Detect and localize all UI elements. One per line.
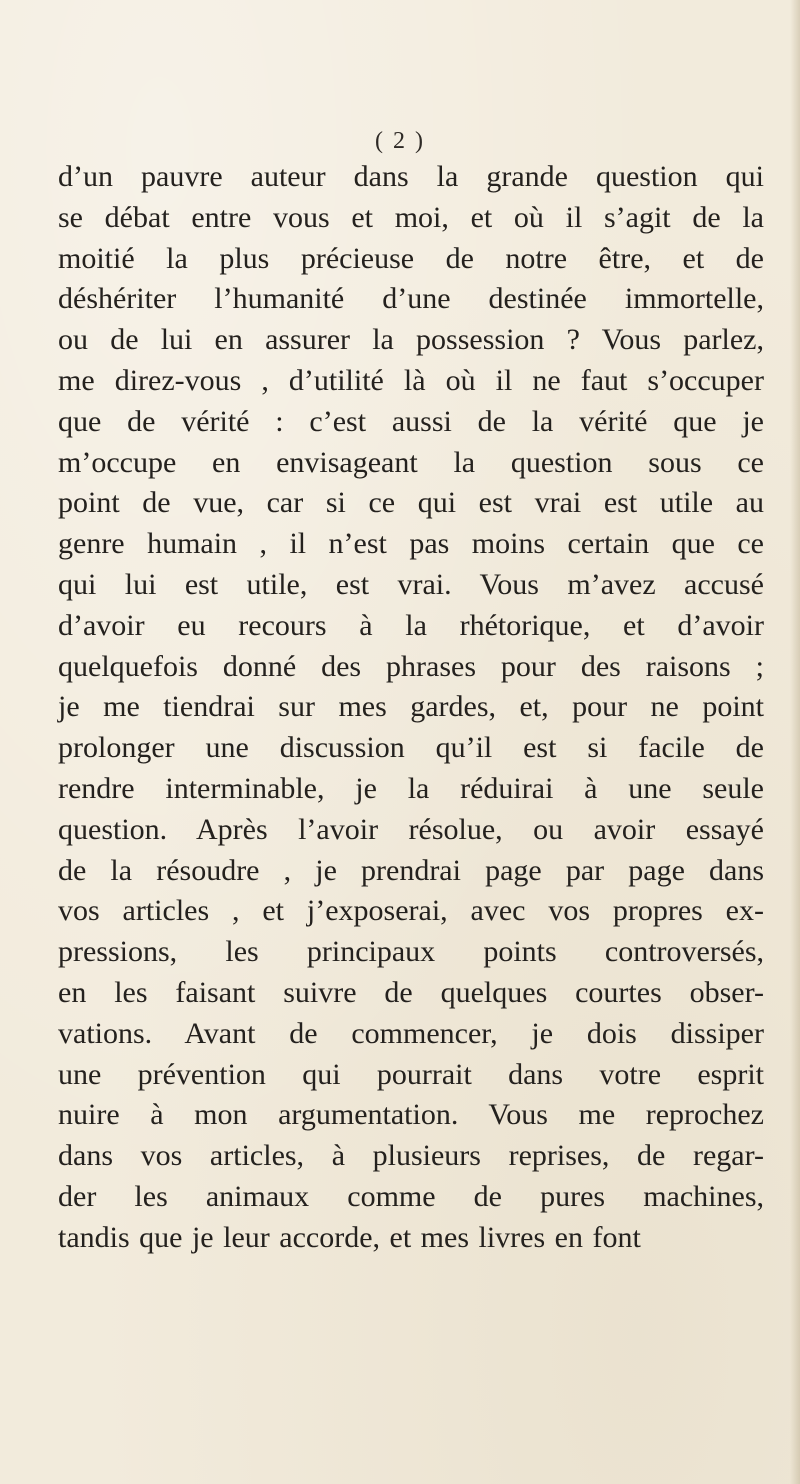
text-line-23: une prévention qui pourrait dans votre esprit [58,1057,764,1091]
text-line-7: que de vérité : c’est aussi de la vérité que je [58,404,764,438]
text-line-24: nuire à mon argumentation. Vous me reprochez [58,1098,764,1132]
text-line-16: rendre interminable, je la réduirai à une seule [58,771,764,805]
text-line-10: genre humain , il n’est pas moins certain que ce [58,527,764,561]
text-line-17: question. Après l’avoir résolue, ou avoir essayé [58,812,764,846]
text-line-9: point de vue, car si ce qui est vrai est utile au [58,486,764,520]
text-line-8: m’occupe en envisageant la question sous ce [58,445,764,479]
page-edge-shadow [790,0,800,1484]
text-line-20: pressions, les principaux points controversés, [58,935,764,969]
text-line-21: en les faisant suivre de quelques courtes obser- [58,975,764,1009]
text-line-27: tandis que je leur accorde, et mes livres en font [58,1220,641,1254]
text-line-18: de la résoudre , je prendrai page par page dans [58,853,764,887]
text-line-1: d’un pauvre auteur dans la grande question qui [58,160,764,193]
text-line-4: déshériter l’humanité d’une destinée immortelle, [58,282,764,316]
text-line-19: vos articles , et j’exposerai, avec vos propres ex- [58,894,764,928]
text-line-14: je me tiendrai sur mes gardes, et, pour ne point [58,690,764,724]
text-line-22: vations. Avant de commencer, je dois dissiper [58,1016,764,1050]
text-line-3: moitié la plus précieuse de notre être, et de [58,241,764,275]
text-line-15: prolonger une discussion qu’il est si facile de [58,731,764,765]
body-text [58,157,764,1259]
text-line-11: qui lui est utile, est vrai. Vous m’avez accusé [58,567,764,601]
text-line-26: der les animaux comme de pures machines, [58,1179,764,1213]
text-line-12: d’avoir eu recours à la rhétorique, et d’avoir [58,608,764,642]
text-line-2: se débat entre vous et moi, et où il s’agit de la [58,200,764,234]
text-line-13: quelquefois donné des phrases pour des raisons ; [58,649,764,683]
text-line-5: ou de lui en assurer la possession ? Vous parlez, [58,323,764,357]
text-line-25: dans vos articles, à plusieurs reprises, de regar- [58,1139,764,1173]
page-number: ( 2 ) [375,128,425,154]
text-line-6: me direz-vous , d’utilité là où il ne faut s’occuper [58,363,764,397]
